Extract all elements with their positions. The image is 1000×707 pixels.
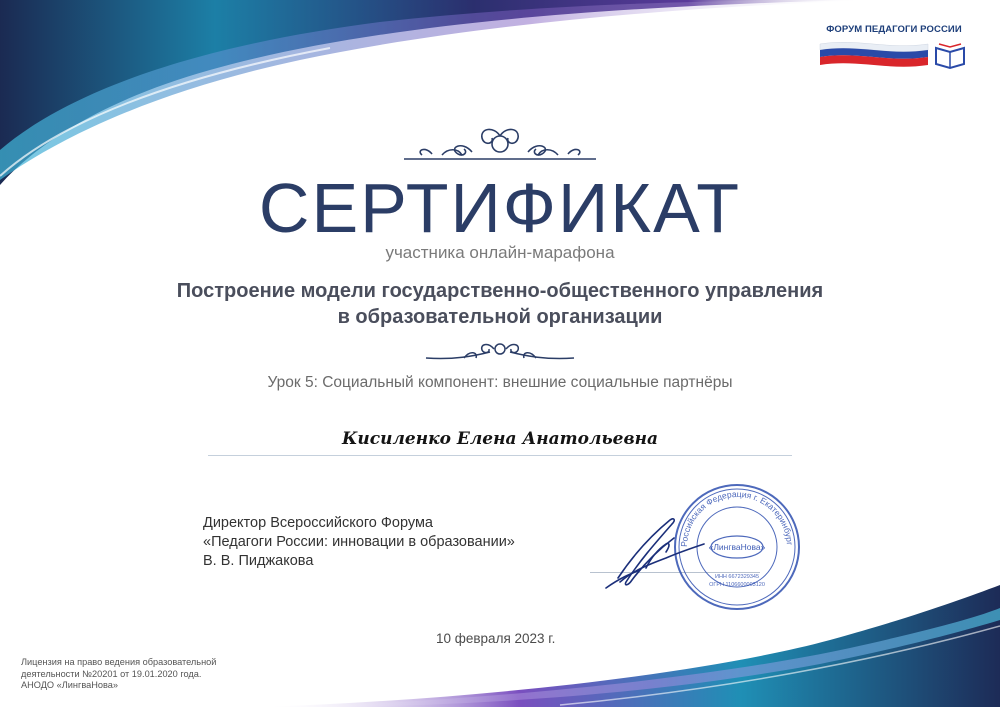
issue-date: 10 февраля 2023 г.	[436, 631, 556, 646]
director-line-3: В. В. Пиджакова	[203, 553, 314, 569]
director-signature	[600, 508, 710, 592]
recipient-name: Кисиленко Елена Анатольевна	[341, 429, 659, 449]
stamp-center-text: «ЛингваНова»	[708, 542, 766, 552]
certificate-title: СЕРТИФИКАТ	[258, 169, 742, 247]
middle-ornament	[424, 338, 576, 364]
flag-book-icon	[818, 38, 970, 70]
director-block	[203, 514, 515, 571]
logo-text: ФОРУМ ПЕДАГОГИ РОССИИ	[826, 24, 962, 35]
license-line-1: Лицензия на право ведения образовательной	[21, 657, 217, 667]
course-title-line-1: Построение модели государственно-общественного управления	[176, 280, 824, 302]
certificate-subtitle: участника онлайн-марафона	[385, 243, 615, 262]
director-line-1: Директор Всероссийского Форума	[203, 515, 433, 531]
license-line-2: деятельности №20201 от 19.01.2020 года.	[21, 668, 202, 679]
forum-logo	[818, 22, 970, 70]
course-title	[0, 278, 1000, 330]
stamp-ogrn-text: ОГРН 1106600003120	[709, 582, 765, 588]
license-line-3: АНОДО «ЛингваНова»	[21, 680, 118, 690]
lesson-title: Урок 5: Социальный компонент: внешние социальные партнёры	[267, 374, 733, 391]
license-info	[21, 657, 216, 692]
name-underline	[208, 455, 792, 456]
stamp-ring-text: Российская Федерация г. Екатеринбург	[678, 488, 795, 548]
course-title-line-2: в образовательной организации	[337, 306, 663, 328]
stamp-inn-text: ИНН 6672329345	[714, 574, 760, 580]
director-line-2: «Педагоги России: инновации в образовании»	[203, 534, 515, 550]
top-ornament	[402, 124, 598, 162]
